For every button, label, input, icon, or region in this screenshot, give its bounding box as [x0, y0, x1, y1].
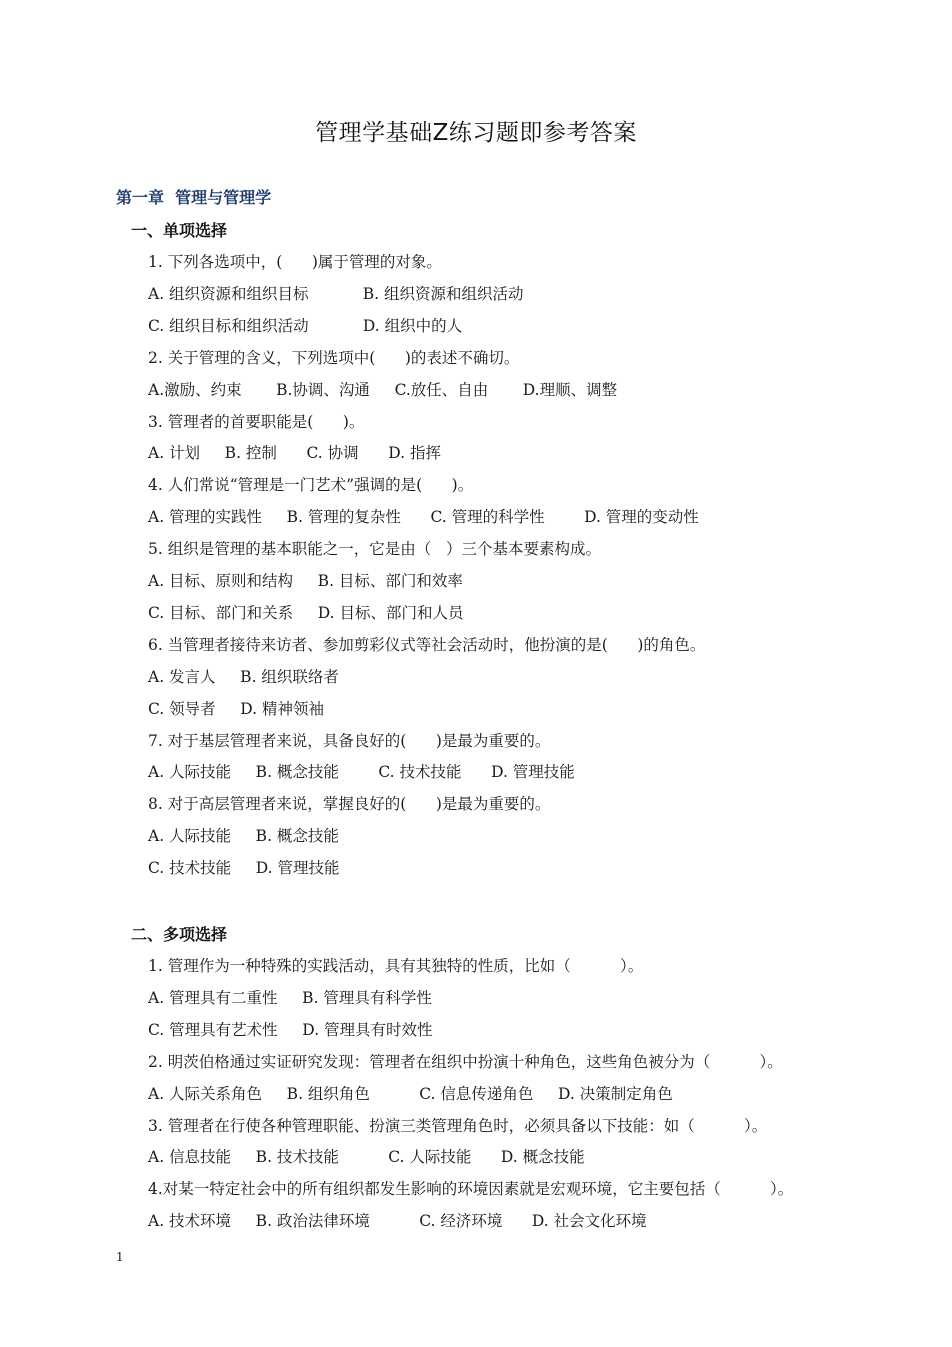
options-line: C. 管理具有艺术性 D. 管理具有时效性 — [148, 1020, 433, 1039]
question-line: 2. 明茨伯格通过实证研究发现：管理者在组织中扮演十种角色，这些角色被分为（ ）。 — [148, 1052, 783, 1071]
question-line: 3. 管理者在行使各种管理职能、扮演三类管理角色时，必须具备以下技能：如（ ）。 — [148, 1116, 768, 1135]
options-line: A. 人际关系角色 B. 组织角色 C. 信息传递角色 D. 决策制定角色 — [148, 1084, 673, 1103]
question-line: 8. 对于高层管理者来说，掌握良好的( )是最为重要的。 — [148, 795, 551, 814]
question-line: 3. 管理者的首要职能是( )。 — [148, 412, 365, 431]
options-line: A. 目标、原则和结构 B. 目标、部门和效率 — [148, 572, 463, 590]
page-number: 1 — [116, 1250, 124, 1264]
question-line: 7. 对于基层管理者来说，具备良好的( )是最为重要的。 — [148, 731, 551, 750]
options-line: A. 计划 B. 控制 C. 协调 D. 指挥 — [148, 444, 441, 463]
options-line: A. 人际技能 B. 概念技能 — [148, 827, 339, 846]
chapter-heading: 第一章 管理与管理学 — [116, 188, 272, 207]
options-line: A. 发言人 B. 组织联络者 — [148, 667, 339, 686]
section-heading-multiple-choice: 二、多项选择 — [131, 925, 228, 944]
question-line: 1. 下列各选项中，( )属于管理的对象。 — [148, 253, 442, 271]
question-line: 4.对某一特定社会中的所有组织都发生影响的环境因素就是宏观环境，它主要包括（ ）。 — [148, 1180, 794, 1199]
options-line: A. 管理具有二重性 B. 管理具有科学性 — [148, 988, 432, 1007]
question-line: 4. 人们常说“管理是一门艺术”强调的是( )。 — [148, 476, 474, 495]
section-heading-single-choice: 一、单项选择 — [131, 221, 228, 240]
options-line: C. 目标、部门和关系 D. 目标、部门和人员 — [148, 603, 464, 622]
options-line: A. 技术环境 B. 政治法律环境 C. 经济环境 D. 社会文化环境 — [148, 1212, 647, 1231]
options-line: C. 组织目标和组织活动 D. 组织中的人 — [148, 316, 463, 335]
question-line: 2. 关于管理的含义，下列选项中( )的表述不确切。 — [148, 348, 520, 367]
document-title: 管理学基础Z练习题即参考答案 — [315, 120, 637, 146]
options-line: C. 领导者 D. 精神领袖 — [148, 699, 325, 718]
options-line: A. 人际技能 B. 概念技能 C. 技术技能 D. 管理技能 — [148, 763, 575, 782]
question-line: 5. 组织是管理的基本职能之一，它是由（ ）三个基本要素构成。 — [148, 540, 601, 559]
question-line: 1. 管理作为一种特殊的实践活动，具有其独特的性质，比如（ ）。 — [148, 957, 644, 975]
options-line: C. 技术技能 D. 管理技能 — [148, 859, 340, 878]
options-line: A.激励、约束 B.协调、沟通 C.放任、自由 D.理顺、调整 — [148, 380, 618, 399]
options-line: A. 信息技能 B. 技术技能 C. 人际技能 D. 概念技能 — [148, 1148, 585, 1167]
options-line: A. 管理的实践性 B. 管理的复杂性 C. 管理的科学性 D. 管理的变动性 — [148, 508, 699, 527]
question-line: 6. 当管理者接待来访者、参加剪彩仪式等社会活动时，他扮演的是( )的角色。 — [148, 635, 706, 654]
options-line: A. 组织资源和组织目标 B. 组织资源和组织活动 — [148, 284, 524, 303]
